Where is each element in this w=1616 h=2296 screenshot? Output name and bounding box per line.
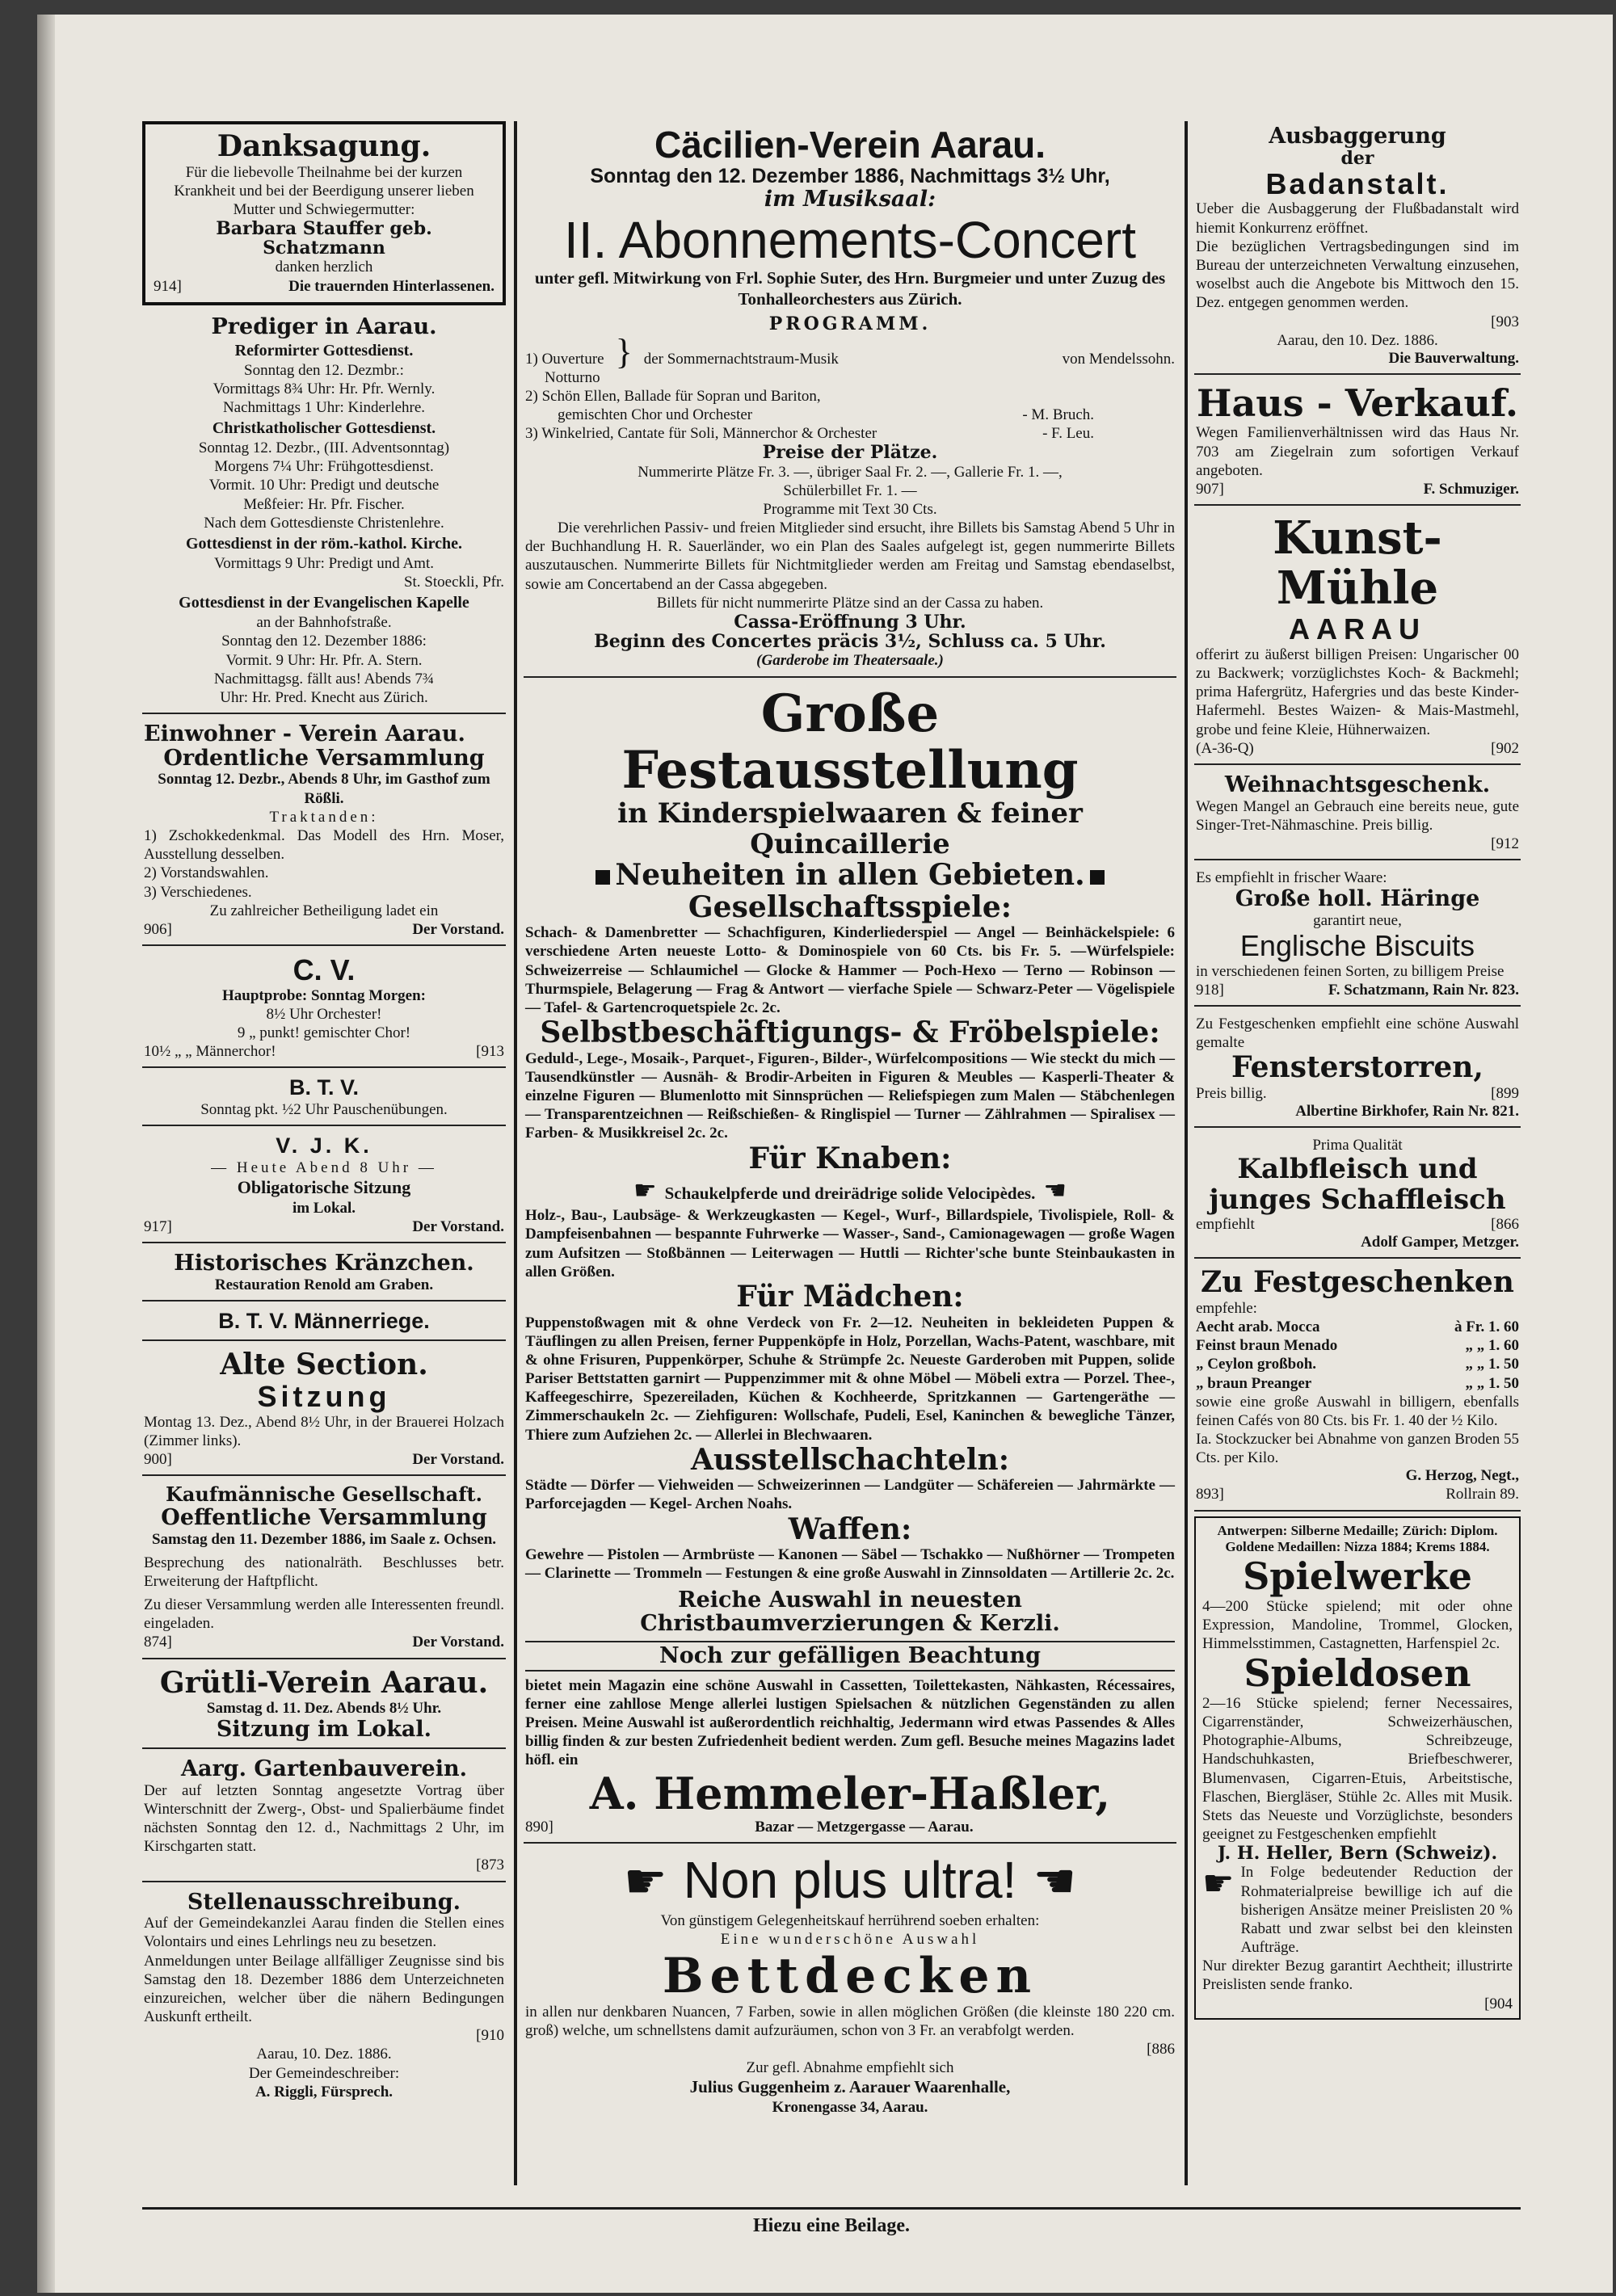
- ad-weihnachtsgeschenk: [1194, 770, 1521, 860]
- ad-kalbfleisch: [1194, 1133, 1521, 1259]
- ad-title: B. T. V.: [288, 1075, 360, 1100]
- ad-non-plus-ultra: [524, 1848, 1176, 2122]
- line: Meßfeier: Hr. Pfr. Fischer.: [243, 495, 405, 513]
- price-row: [1196, 1336, 1519, 1355]
- prog-1a: 1) Ouverture: [525, 350, 604, 368]
- line: Morgens 7¼ Uhr: Frühgottesdienst.: [214, 458, 434, 476]
- ad-title: Zu Festgeschenken: [1201, 1265, 1514, 1300]
- ad-title-2: der: [1340, 147, 1374, 169]
- line: Nachmittagsg. fällt aus! Abends 7¾: [213, 670, 435, 688]
- ad-body2: Die bezüglichen Vertragsbedingungen sind im Bureau der unterzeichneten Verwaltung einzusehen, woselbst auch die Angebote bis Mittwoch den 15. Dez. entgegen genommen werden.: [1196, 238, 1519, 312]
- prog-1-left: [525, 350, 604, 387]
- ad-title: Kunst-Mühle: [1273, 511, 1442, 615]
- ad-body: Die verehrlichen Passiv- und freien Mitglieder sind ersucht, ihre Billets bis Samstag Abend 5 Uhr in der Buchhandlung H. R. Sauerländer, wo ein Plan des Saales aufgelegt ist, gegen nummerirte Billets auszutauschen. Nummerirte Billets für Nichtmitglieder werden am Freitag und Samstag ebendaselbst, sowie am Concertabend an der Cassa abgegeben.: [525, 519, 1175, 593]
- price-row: [1196, 1374, 1519, 1393]
- ad-neuheiten: [525, 860, 1175, 892]
- ad-body: Wegen Familienverhältnissen wird das Haus Nr. 703 am Ziegelrain zum sofortigen Verkauf angeboten.: [1196, 424, 1519, 479]
- ad-signature: Die trauernden Hinterlassenen.: [288, 277, 494, 295]
- ad-number: 890]: [525, 1818, 553, 1836]
- prog-1b: Notturno: [545, 368, 600, 386]
- column-right: [1194, 121, 1521, 2026]
- ad-body: offerirt zu äußerst billigen Preisen: Ungarischer 00 zu Backwerk; vorzüglichstes Koch- & Backmehl; prima Hafergrütz, Hafergries und das beste Kinder-Hafermehl. Bestes Waizen- & Mais-Mastmehl, grobe und feine Kleie, Hühnerwaizen.: [1196, 645, 1519, 738]
- ad-danksagung: [142, 121, 506, 305]
- ad-when: Sonntag 12. Dezbr., Abends 8 Uhr, im Gasthof zum Rößli.: [158, 771, 490, 807]
- line: empfehle:: [1196, 1299, 1257, 1317]
- price-row-price: „ „ 1. 50: [1465, 1374, 1519, 1392]
- line: Vormittags 8¾ Uhr: Hr. Pfr. Wernly.: [213, 380, 436, 397]
- item: 3) Verschiedenes.: [144, 883, 252, 901]
- line: Uhr: Hr. Pred. Knecht aus Zürich.: [220, 688, 428, 706]
- section-title: Ausstellschachteln:: [691, 1442, 1009, 1477]
- ad-hausverkauf: [1194, 380, 1521, 506]
- section-body: Holz-, Bau-, Laubsäge- & Werkzeugkasten — Kegel-, Wurf-, Billardspiele, Tivolispiele, Roll- & Dampfeisenbahnen — bespannte Fuhrwerke — Wasser-, Sand-, Camionagewagen — große Wagen zum Aufsitzen — Stoßbännen — Leiterwagen — Huttli — Richter'sche bunte Steinbaukasten in allen Größen.: [525, 1207, 1175, 1280]
- ad-signature: Der Vorstand.: [412, 920, 504, 938]
- ad-body: Ueber die Ausbaggerung der Flußbadanstalt wird hiemit Konkurrenz eröffnet.: [1196, 200, 1519, 237]
- ad-number: 893]: [1196, 1486, 1224, 1503]
- price-row-name: „ Ceylon großboh.: [1196, 1356, 1317, 1373]
- line: St. Stoeckli, Pfr.: [403, 574, 504, 591]
- preise-title: Preise der Plätze.: [762, 442, 938, 464]
- pointing-hand-left-icon: ☚: [1033, 1853, 1077, 1911]
- ad-number: 918]: [1196, 981, 1224, 999]
- ad-number: [912: [1491, 835, 1519, 852]
- ad-body: Auf der Gemeindekanzlei Aarau finden die Stellen eines Volontairs und eines Lehrlings neu zu besetzen.: [144, 1915, 504, 1951]
- ad-body: sowie eine große Auswahl in billigern, ebenfalls feinen Cafés von 80 Cts. bis Fr. 1. 40 der ½ Kilo.: [1196, 1393, 1519, 1429]
- ad-body2: Ia. Stockzucker bei Abnahme von ganzen Broden 55 Cts. per Kilo.: [1196, 1431, 1519, 1467]
- ad-programm: PROGRAMM.: [768, 313, 932, 335]
- ad-body: 4—200 Stücke spielend; mit oder ohne Expression, Mandoline, Trommel, Glocken, Himmelsstimmen, Castagnetten, Harfenspiel 2c.: [1202, 1597, 1513, 1653]
- section-title: Reiche Auswahl in neuesten Christbaumverzierungen & Kerzli.: [640, 1587, 1060, 1637]
- column-rule-2: [1185, 121, 1188, 2185]
- ad-beginn: Beginn des Concertes präcis 3½, Schluss ca. 5 Uhr.: [594, 631, 1106, 653]
- column-middle: [524, 121, 1176, 2127]
- firm-name: A. Hemmeler-Haßler,: [589, 1767, 1111, 1819]
- line: — Heute Abend 8 Uhr —: [211, 1159, 437, 1176]
- prog-3a: 3) Winkelried, Cantate für Soli, Männerchor & Orchester: [525, 425, 877, 443]
- line: Es empfiehlt in frischer Waare:: [1196, 869, 1387, 887]
- ad-kraenzchen: [142, 1248, 506, 1301]
- pointing-hand-right-icon: ☛: [623, 1853, 667, 1911]
- prog-1d: von Mendelssohn.: [1062, 350, 1175, 368]
- ad-signature: G. Herzog, Negt.,: [1405, 1467, 1519, 1485]
- ad-signature: Albertine Birkhofer, Rain Nr. 821.: [1295, 1103, 1519, 1121]
- ad-number: [902: [1491, 739, 1519, 757]
- section-body: Gewehre — Pistolen — Armbrüste — Kanonen — Säbel — Tschakko — Nußhörner — Trompeten — Clarinette — Trommeln — Festungen & eine große Auswahl in Zinnsoldaten — Artillerie 2c. 2c.: [525, 1546, 1175, 1583]
- ad-number: [886: [1147, 2040, 1175, 2058]
- column-left: [142, 121, 506, 2112]
- ad-body2: 2—16 Stücke spielend; ferner Necessaires, Cigarrenständer, Schweizerhäuschen, Photographie-Albums, Schreibzeuge, Handschuhkasten, Briefbeschwerer, Blumenvasen, Cigarren-Etuis, Arbeitstische, Flaschen, Biergläser, Stühle 2c. Alles mit Musik. Stets das Neueste und Vorzüglichste, besonders geeignet zu Festgeschenken empfiehlt: [1202, 1694, 1513, 1844]
- ad-invite: Zu dieser Versammlung werden alle Interessenten freundl. eingeladen.: [144, 1596, 504, 1633]
- line: Eine wunderschöne Auswahl: [720, 1931, 980, 1949]
- bullet-square-icon: [1090, 870, 1105, 885]
- ad-gartenbau: [142, 1754, 506, 1882]
- ad-sub: AARAU: [1289, 612, 1426, 646]
- line: Zur gefl. Abnahme empfiehlt sich: [746, 2059, 954, 2077]
- ad-title: Große Festausstellung: [621, 683, 1079, 801]
- line: Vormit. 9 Uhr: Hr. Pfr. A. Stern.: [225, 651, 423, 669]
- footer-note: Hiezu eine Beilage.: [753, 2215, 910, 2236]
- ad-sub: Badanstalt.: [1265, 166, 1450, 200]
- ad-cassa: Cassa-Eröffnung 3 Uhr.: [734, 612, 966, 633]
- ad-festausstellung: [524, 683, 1176, 1844]
- line: empfiehlt: [1196, 1216, 1255, 1234]
- ad-big: Bettdecken: [662, 1947, 1038, 2004]
- ad-code: (A-36-Q): [1196, 739, 1254, 757]
- noch-title: Noch zur gefälligen Beachtung: [659, 1642, 1041, 1668]
- section-first-line: Schaukelpferde und dreirädrige solide Velocipèdes.: [664, 1184, 1036, 1204]
- prog-2c: - M. Bruch.: [1022, 406, 1094, 424]
- ad-title: Cäcilien-Verein Aarau.: [654, 124, 1046, 166]
- ad-vjk: [142, 1131, 506, 1243]
- ad-sub: in Kinderspielwaaren & feiner Quincaillerie: [617, 797, 1083, 860]
- ad-signature: Der Vorstand.: [412, 1451, 504, 1469]
- ad-name: Barbara Stauffer geb. Schatzmann: [216, 218, 432, 259]
- ad-kaffee: [1194, 1264, 1521, 1511]
- line: Sonntag den 12. Dezmbr.:: [244, 361, 404, 379]
- ad-title: Prediger in Aarau.: [211, 313, 437, 339]
- ad-with: unter gefl. Mitwirkung von Frl. Sophie Suter, des Hrn. Burgmeier und unter Zuzug des Tonhalleorchesters aus Zürich.: [534, 268, 1166, 309]
- ad-spielwerke: [1194, 1516, 1521, 2020]
- ad-address: Bazar — Metzgergasse — Aarau.: [755, 1818, 974, 1836]
- ad-title: Fensterstorren,: [1231, 1050, 1483, 1085]
- ad-number: 907]: [1196, 480, 1224, 498]
- pointing-hand-left-icon: ☚: [1043, 1175, 1067, 1206]
- ad-title-2: junges Schaffleisch: [1209, 1183, 1506, 1216]
- ad-btv: [142, 1073, 506, 1126]
- ad-body: Wegen Mangel an Gebrauch eine bereits neue, gute Singer-Tret-Nähmaschine. Preis billig.: [1196, 797, 1519, 834]
- preise-1: Nummerirte Plätze Fr. 3. —, übriger Saal Fr. 2. —, Gallerie Fr. 1. —,: [638, 463, 1063, 481]
- ad-cv: [142, 951, 506, 1068]
- ad-title: Kalbfleisch und: [1237, 1153, 1478, 1186]
- section-title: Gesellschaftsspiele:: [688, 889, 1012, 924]
- brace-icon: }: [615, 331, 633, 372]
- ad-title: Kaufmännische Gesellschaft.: [165, 1482, 482, 1507]
- ad-title: Non plus ultra!: [683, 1851, 1017, 1910]
- ad-number: [899: [1491, 1085, 1519, 1103]
- section-title: Für Knaben:: [748, 1141, 952, 1175]
- line: Samstag d. 11. Dez. Abends 8½ Uhr.: [206, 1700, 442, 1718]
- ad-date: Sonntag den 12. Dezember 1886, Nachmittags 3½ Uhr,: [590, 164, 1110, 187]
- ad-title: Aarg. Gartenbauverein.: [181, 1756, 467, 1781]
- ad-title: Grütli-Verein Aarau.: [159, 1665, 489, 1700]
- ad-title: Ausbaggerung: [1269, 124, 1446, 149]
- line: Sonntag pkt. ½2 Uhr Pauschenübungen.: [200, 1100, 448, 1118]
- ad-title-2: Spieldosen: [1244, 1651, 1471, 1696]
- ad-body: Für die liebevolle Theilnahme bei der kurzen Krankheit und bei der Beerdigung unserer lieben Mutter und Schwiegermutter:: [174, 163, 474, 218]
- ad-signature: J. H. Heller, Bern (Schweiz).: [1217, 1843, 1498, 1865]
- ad-number: 914]: [154, 277, 182, 295]
- section-body: Schach- & Damenbretter — Schachfiguren, Kinderliederspiel — Angel — Beinhäckelspiele: 6 verschiedene Arten neueste Lotto- & Dominospiele von 60 Cts. bis Fr. 5. —Würfelspiele: Schweizerreise — Schlaumichel — Glocke & Hammer — Poch-Hexo — Terno — Robinson — Thurmspiele, Belagerung — Frag & Antwort — vierfache Spiele — Schwarz-Peter — Vögelispiele — Tafel- & Gartencroquetspiele 2c. 2c.: [525, 924, 1175, 1016]
- ad-heading: Oeffentliche Versammlung: [161, 1504, 487, 1530]
- ad-title: C. V.: [292, 953, 356, 987]
- prog-3b: - F. Leu.: [1042, 425, 1094, 443]
- line: garantirt neue,: [1313, 912, 1402, 929]
- ad-sub: Sitzung im Lokal.: [216, 1717, 432, 1743]
- ad-kaufmaennische: [142, 1481, 506, 1659]
- line: Obligatorische Sitzung: [237, 1177, 411, 1198]
- ad-title-2: Englische Biscuits: [1239, 929, 1475, 963]
- ad-number: [866: [1491, 1216, 1519, 1234]
- ad-caecilien: [524, 121, 1176, 678]
- price-row-name: Feinst braun Menado: [1196, 1337, 1338, 1355]
- section-body: Puppenstoßwagen mit & ohne Verdeck von Fr. 2—12. Neuheiten in bekleideten Puppen & Täuflingen zu allen Preisen, ferner Puppenköpfe in Holz, Porzellan, Wachs-Patent, waschbare, mit & ohne Frisuren, Puppenkörper, Schuhe & Strümpfe 2c. Neueste Garderoben mit Puppen, solide Pariser Bettstatten garnirt — Puppenzimmer mit & ohne Möbel — Möbeli extra — Porzel. Thee-, Kaffeegeschirre, Spezereiladen, Küchen & Kochheerde, Spritzkannen — Gartengeräthe — Zimmerschaukeln 2c. — Ziehfiguren: Wollschafe, Pudeli, Esel, Kaninchen & bewegliche Tänzer, Thiere zum Aufziehen 2c. — Allerlei in Blechwaaren.: [525, 1314, 1175, 1444]
- ad-neuheiten-text: Neuheiten in allen Gebieten.: [615, 858, 1085, 893]
- ad-body: Besprechung des nationalräth. Beschlusses betr. Erweiterung der Haftpflicht.: [144, 1554, 504, 1590]
- line: Nach dem Gottesdienste Christenlehre.: [204, 514, 444, 532]
- line: Montag 13. Dez., Abend 8½ Uhr, in der Brauerei Holzach (Zimmer links).: [144, 1413, 504, 1450]
- ad-title: Danksagung.: [217, 129, 431, 163]
- ad-prediger: [142, 312, 506, 714]
- ad-title: Haus - Verkauf.: [1197, 381, 1518, 425]
- ad-btv-maennerriege: [142, 1306, 506, 1341]
- section-reformirt: Reformirter Gottesdienst.: [234, 341, 414, 360]
- price-row-name: „ braun Preanger: [1196, 1374, 1312, 1392]
- ad-signature-2: A. Riggli, Fürsprech.: [255, 2083, 393, 2100]
- ad-gruetli: [142, 1664, 506, 1749]
- ad-title: Spielwerke: [1243, 1554, 1472, 1599]
- prog-2a: 2) Schön Ellen, Ballade für Sopran und Bariton,: [525, 387, 821, 405]
- ad-title: B. T. V. Männerriege.: [218, 1309, 430, 1334]
- ad-number: 874]: [144, 1634, 172, 1651]
- bullet-square-icon: [595, 870, 610, 885]
- line: Prima Qualität: [1312, 1137, 1403, 1154]
- ad-body2: Billets für nicht nummerirte Plätze sind an der Cassa zu haben.: [656, 594, 1044, 612]
- ad-body3: In Folge bedeutender Reduction der Rohmaterialpreise bewillige ich auf die bisherigen Ansätze meiner Preislisten 20 % Rabatt und zwar selbst bei den kleinsten Aufträge.: [1240, 1864, 1513, 1957]
- ad-heading: Ordentliche Versammlung: [163, 745, 485, 771]
- ad-signature: Die Bauverwaltung.: [1388, 349, 1519, 367]
- ad-title: Große holl. Häringe: [1235, 886, 1480, 912]
- price-row: [1196, 1318, 1519, 1336]
- column-rule-1: [514, 121, 517, 2185]
- ad-body: in allen nur denkbaren Nuancen, 7 Farben, sowie in allen möglichen Größen (die kleinste 180 220 cm. groß) welche, um schnellstens damit aufzuräumen, schon von 3 Fr. an verabfolgt werden.: [525, 2003, 1175, 2039]
- price-row-price: „ „ 1. 50: [1465, 1356, 1519, 1373]
- ad-note: Zu zahlreicher Betheiligung ladet ein: [209, 902, 439, 919]
- line: in verschiedenen feinen Sorten, zu billigem Preise: [1196, 962, 1504, 980]
- ad-ausbaggerung: [1194, 121, 1521, 375]
- line: Sonntag den 12. Dezember 1886:: [221, 633, 427, 650]
- ad-number: [913: [476, 1043, 504, 1061]
- ad-title: Historisches Kränzchen.: [174, 1251, 474, 1276]
- ad-title: Stellenausschreibung.: [187, 1889, 461, 1915]
- section-title: Waffen:: [788, 1512, 912, 1546]
- ad-traktanden: Traktanden:: [269, 808, 379, 826]
- price-row: [1196, 1355, 1519, 1373]
- ad-signature-1: Der Gemeindeschreiber:: [248, 2064, 400, 2082]
- section-body: Geduld-, Lege-, Mosaik-, Parquet-, Figuren-, Bilder-, Würfelcompositions — Wie steckt du mich — Tausendkünstler — Ausnäh- & Brodir-Arbeiten in Figuren & Meubles — Kasperli-Theater & einzelne Figuren — Blumenlotto mit Sinnsprüchen — Reliefspiegen zum Malen — Stäbchenlegen — Transparentzeichnen — Reißschießen- & Ringlispiel — Turner — Zählrahmen — Spiralisex — Farben- & Musikkreisel 2c. 2c.: [525, 1049, 1175, 1142]
- ad-signature: Adolf Gamper, Metzger.: [1361, 1234, 1519, 1251]
- line: Preis billig.: [1196, 1085, 1267, 1103]
- ad-address: Rollrain 89.: [1446, 1486, 1519, 1503]
- line: Sonntag 12. Dezbr., (III. Adventsonntag): [198, 439, 450, 457]
- price-row-name: Aecht arab. Mocca: [1196, 1318, 1320, 1336]
- ad-title: V. J. K.: [276, 1133, 372, 1159]
- line: Restauration Renold am Graben.: [214, 1276, 434, 1293]
- noch-body: bietet mein Magazin eine schöne Auswahl in Cassetten, Toilettekasten, Nähkasten, Récessaires, ferner eine zahllose Menge allerlei lustigen Spielsachen & nützlichen Gegenständen zu allen Preisen. Meine Auswahl ist außerordentlich reichhaltig, Jedermann wird etwas Passendes & Alles billig finden & zur besten Zufriedenheit bedient werden. Zum gefl. Besuche meines Magazins ladet höfl. ein: [525, 1676, 1175, 1769]
- ad-sub: Sitzung: [257, 1380, 391, 1414]
- ad-number: [873: [476, 1857, 504, 1874]
- ad-fensterstorren: [1194, 1011, 1521, 1128]
- ad-number: [904: [1484, 1995, 1513, 2012]
- ad-title: Alte Section.: [220, 1347, 428, 1381]
- price-row-price: „ „ 1. 60: [1465, 1337, 1519, 1355]
- ad-haeringe: [1194, 865, 1521, 1007]
- ad-thanks: danken herzlich: [275, 259, 373, 276]
- ad-when: Samstag den 11. Dezember 1886, im Saale z. Ochsen.: [151, 1530, 497, 1548]
- item: 1) Zschokkedenkmal. Das Modell des Hrn. Moser, Ausstellung desselben.: [144, 826, 504, 864]
- ad-number: [903: [1491, 313, 1519, 330]
- section-kath: Gottesdienst in der röm.-kathol. Kirche.: [185, 534, 463, 553]
- line: im Lokal.: [292, 1199, 356, 1217]
- preise-2: Schülerbillet Fr. 1. —: [783, 481, 917, 499]
- section-body: Städte — Dörfer — Viehweiden — Schweizerinnen — Landgüter — Schäfereien — Jahrmärkte — Parforcejagden — Kegel- Archen Noahs.: [525, 1477, 1175, 1513]
- ad-title: Einwohner - Verein Aarau.: [144, 721, 465, 747]
- line: 8½ Uhr Orchester!: [266, 1005, 382, 1023]
- line: 10½ „ „ Männerchor!: [144, 1043, 276, 1061]
- ad-signature: Julius Guggenheim z. Aarauer Waarenhalle,: [689, 2077, 1011, 2097]
- footer-rule: [142, 2207, 1521, 2210]
- section-title: Selbstbeschäftigungs- & Fröbelspiele:: [540, 1016, 1160, 1050]
- ad-einwohnerverein: [142, 719, 506, 946]
- prog-2b: gemischten Chor und Orchester: [558, 406, 753, 424]
- ad-title: Weihnachtsgeschenk.: [1224, 772, 1491, 797]
- ad-concert: II. Abonnements-Concert: [564, 210, 1136, 269]
- ad-alte-section: [142, 1346, 506, 1477]
- section-title: Für Mädchen:: [736, 1279, 964, 1314]
- ad-date: Aarau, den 10. Dez. 1886.: [1277, 331, 1438, 349]
- ad-signature: Der Vorstand.: [412, 1218, 504, 1236]
- prog-1c: der Sommernachtstraum-Musik: [643, 350, 839, 368]
- line: Nachmittags 1 Uhr: Kinderlehre.: [222, 398, 426, 416]
- ad-signature: F. Schatzmann, Rain Nr. 823.: [1328, 981, 1519, 999]
- ad-signature: F. Schmuziger.: [1423, 480, 1519, 498]
- line: Zu Festgeschenken empfiehlt eine schöne Auswahl gemalte: [1196, 1016, 1519, 1052]
- ad-medals: Antwerpen: Silberne Medaille; Zürich: Diplom. Goldene Medaillen: Nizza 1884; Krems 1884.: [1217, 1522, 1498, 1555]
- preise-3: Programme mit Text 30 Cts.: [763, 500, 937, 518]
- line: an der Bahnhofstraße.: [256, 614, 392, 632]
- line: 9 „ punkt! gemischter Chor!: [237, 1024, 411, 1041]
- ad-body2: Anmeldungen unter Beilage allfälliger Zeugnisse sind bis Samstag den 18. Dezember 1886 dem Unterzeichneten einzureichen, welcher über die nähern Bedingungen Auskunft ertheilt.: [144, 1952, 504, 2026]
- line: Vormittags 9 Uhr: Predigt und Amt.: [214, 554, 434, 572]
- price-row-price: à Fr. 1. 60: [1454, 1318, 1519, 1336]
- ad-number: 906]: [144, 920, 172, 938]
- ad-date: Aarau, 10. Dez. 1886.: [256, 2046, 392, 2063]
- ad-body4: Nur direkter Bezug garantirt Aechtheit; illustrirte Preislisten sende franko.: [1202, 1957, 1513, 1994]
- line: Vormit. 10 Uhr: Predigt und deutsche: [208, 477, 440, 494]
- ad-stellenausschreibung: [142, 1887, 506, 2107]
- ad-number: 917]: [144, 1218, 172, 1236]
- pointing-hand-right-icon: ☛: [633, 1175, 657, 1206]
- pointing-hand-right-icon: ☛: [1202, 1863, 1235, 1905]
- section-christkath: Christkatholischer Gottesdienst.: [212, 419, 436, 438]
- item: 2) Vorstandswahlen.: [144, 864, 269, 882]
- ad-place: im Musiksaal:: [764, 187, 936, 212]
- ad-address: Kronengasse 34, Aarau.: [772, 2098, 928, 2116]
- ad-number: 900]: [144, 1451, 172, 1469]
- ad-number: [910: [476, 2027, 504, 2045]
- ad-garderobe: (Garderobe im Theatersaale.): [756, 652, 944, 670]
- line: Hauptprobe: Sonntag Morgen:: [222, 986, 426, 1004]
- section-evang: Gottesdienst in der Evangelischen Kapelle: [179, 594, 469, 612]
- ad-signature: Der Vorstand.: [412, 1634, 504, 1651]
- line: Von günstigem Gelegenheitskauf herrührend soeben erhalten:: [660, 1912, 1040, 1930]
- ad-kunstmuehle: [1194, 511, 1521, 765]
- page-fold-shadow: [37, 15, 55, 2293]
- ad-body: Der auf letzten Sonntag angesetzte Vortrag über Winterschnitt der Zwerg-, Obst- und Spalierbäume findet nächsten Sonntag den 12. d., Nachmittags 2 Uhr, im Kirschgarten statt.: [144, 1781, 504, 1856]
